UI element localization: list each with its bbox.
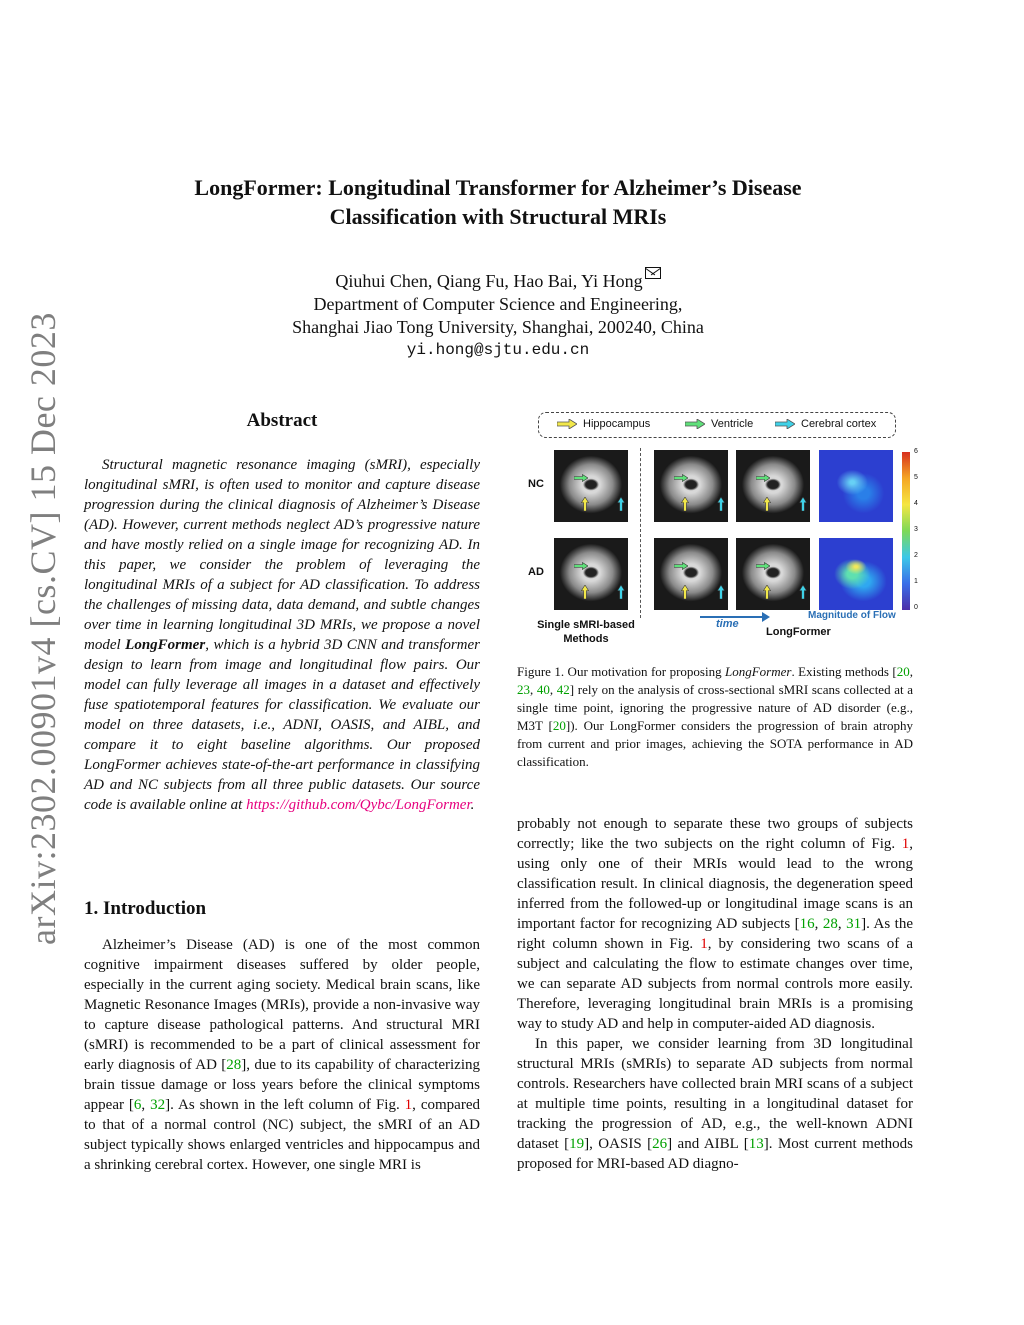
annotation-arrow-icon (763, 585, 771, 599)
row-label-ad: AD (528, 566, 544, 578)
annotation-arrow-icon (581, 585, 589, 599)
title-line-1: LongFormer: Longitudinal Transformer for Alzheimer’s Disease (194, 175, 802, 200)
flow-colorbar (902, 452, 910, 610)
figure-1-caption: Figure 1. Our motivation for proposing LongFormer. Existing methods [20, 23, 40, 42] rely on the analysis of cross-sectional sMRI scans collected at a single time point, ignoring the progressive nature of AD disorder (e.g., M3T [20]). Our LongFormer considers the progression of brain atrophy from current and prior images, achieving the SOTA performance in AD classification. (517, 664, 914, 769)
annotation-arrow-icon (756, 474, 770, 482)
annotation-arrow-icon (674, 474, 688, 482)
citation-link[interactable]: 19 (569, 1136, 585, 1152)
colorbar-tick: 4 (914, 500, 918, 507)
right-column-body: probably not enough to separate these two groups of subjects correctly; like the two subjects on the right column of Fig. 1, using only one of their MRIs would lead to the wrong classification result. In clinical diagnosis, the degeneration speed inferred from the followed-up or longitudinal image scans is an important factor for recognizing AD subjects [16, 28, 31]. As the right column shown in Fig. 1, by considering two scans of a subject and calculating the flow to estimate changes over time, we can separate AD subjects from normal controls more easily. Therefore, leveraging longitudinal brain MRIs is a promising way to study AD and help in computer-aided AD diagnosis. In this paper, we consider learning from 3D longitudinal structural MRIs (sMRIs) to separate AD subjects from normal controls. Researchers have collected brain MRI scans of a subject at multiple time points, resulting in a longitudinal dataset for tracking the progression of AD, e.g., the well-known ADNI dataset [19], OASIS [26] and AIBL [13]. Most current methods proposed for MRI-based AD diagno- (517, 816, 914, 1172)
mail-icon (645, 267, 661, 279)
annotation-arrow-icon (799, 585, 807, 599)
abstract-model-name: LongFormer (125, 637, 206, 653)
title-line-2: Classification with Structural MRIs (329, 204, 667, 229)
time-label: time (716, 618, 739, 630)
affiliation-line-1: Department of Computer Science and Engineering, (313, 294, 683, 314)
author-email[interactable]: yi.hong@sjtu.edu.cn (406, 341, 590, 359)
figure-reference-link[interactable]: 1 (404, 1097, 413, 1113)
citation-link[interactable]: 20 (552, 718, 566, 733)
colorbar-tick: 2 (914, 552, 918, 559)
flow-magnitude-label: Magnitude of Flow (808, 610, 896, 621)
citation-link[interactable]: 23 (517, 682, 530, 697)
brain-scan-ad-prior (654, 538, 728, 610)
colorbar-tick: 6 (914, 448, 918, 455)
legend-cortex: Cerebral cortex (775, 418, 876, 430)
source-code-link[interactable]: https://github.com/Qybc/LongFormer (246, 797, 471, 813)
figure-reference-link[interactable]: 1 (901, 836, 910, 852)
figure-1 (516, 408, 916, 648)
annotation-arrow-icon (717, 585, 725, 599)
column-separator (640, 448, 641, 618)
citation-link[interactable]: 40 (536, 682, 550, 697)
figure-reference-link[interactable]: 1 (700, 936, 708, 952)
brain-scan-nc-current (736, 450, 810, 522)
annotation-arrow-icon (717, 497, 725, 511)
annotation-arrow-icon (574, 474, 588, 482)
legend-ventricle: Ventricle (685, 418, 753, 430)
colorbar-tick: 5 (914, 474, 918, 481)
figure-legend (538, 412, 896, 438)
affiliation-line-2: Shanghai Jiao Tong University, Shanghai, 200240, China (292, 317, 704, 337)
citation-link[interactable]: 26 (652, 1136, 668, 1152)
annotation-arrow-icon (681, 497, 689, 511)
citation-link[interactable]: 28 (226, 1057, 242, 1073)
authors: Qiuhui Chen, Qiang Fu, Hao Bai, Yi Hong (335, 271, 643, 291)
colorbar-tick: 0 (914, 604, 918, 611)
introduction-body: Alzheimer’s Disease (AD) is one of the most common cognitive impairment diseases suffered by older people, especially in the current aging society. Medical brain scans, like Magnetic Resonance Images (MRIs), provide a non-invasive way to capture disease pathological patterns. And structural MRI (sMRI) is recommended to be a part of clinical assessment for early diagnosis of AD [28], due to its capability of characterizing brain tissue damage or loss years before the clinical symptoms appear [6, 32]. As shown in the left column of Fig. 1, compared to that of a normal control (NC) subject, the sMRI of an AD subject typically shows enlarged ventricles and hippocampus and a shrinking cerebral cortex. However, one single MRI is (84, 937, 480, 1173)
citation-link[interactable]: 20 (896, 664, 910, 679)
green-arrow-icon (685, 419, 705, 429)
abstract-heading: Abstract (246, 410, 318, 431)
citation-link[interactable]: 32 (150, 1097, 166, 1113)
citation-link[interactable]: 28 (822, 916, 838, 932)
arxiv-identifier: arXiv:2302.00901v4 [cs.CV] 15 Dec 2023 (23, 312, 63, 945)
flow-map-ad (819, 538, 893, 610)
citation-link[interactable]: 31 (846, 916, 862, 932)
abstract-text-1: Structural magnetic resonance imaging (sMRI), especially longitudinal sMRI, is often used to monitor and capture disease progression during the clinical diagnosis of Alzheimer’s Disease (AD). However, current methods neglect AD’s progressive nature and have mostly relied on a single image for recognizing AD. In this paper, we consider the problem of leveraging the longitudinal MRIs of a subject for AD classification. To address the challenges of missing data, data demand, and subtle changes over time in learning longitudinal 3D MRIs, we propose a novel model (84, 457, 480, 653)
abstract-body: Structural magnetic resonance imaging (sMRI), especially longitudinal sMRI, is often used to monitor and capture disease progression during the clinical diagnosis of Alzheimer’s Disease (AD). However, current methods neglect AD’s progressive nature and have mostly relied on a single image for recognizing AD. In this paper, we consider the problem of leveraging the longitudinal MRIs of a subject for AD classification. To address the challenges of missing data, data demand, and subtle changes over time in learning longitudinal 3D MRIs, we propose a novel model LongFormer, which is a hybrid 3D CNN and transformer design to learn from image and longitudinal flow pairs. Our model can fully leverage all images in a dataset and effectively fuse spatiotemporal features for classification. We evaluate our model on three datasets, i.e., ADNI, OASIS, and AIBL, and compare it to eight baseline algorithms. Our proposed LongFormer achieves state-of-the-art performance in classifying AD and NC subjects from all three public datasets. Our source code is available online at https://github.com/Qybc/LongFormer. (84, 457, 480, 813)
cyan-arrow-icon (775, 419, 795, 429)
annotation-arrow-icon (799, 497, 807, 511)
citation-link[interactable]: 16 (799, 916, 815, 932)
single-sMRI-label: Single sMRI-based Methods (537, 619, 635, 645)
brain-scan-ad-current (736, 538, 810, 610)
annotation-arrow-icon (617, 585, 625, 599)
brain-scan-ad-single (554, 538, 628, 610)
annotation-arrow-icon (574, 562, 588, 570)
annotation-arrow-icon (681, 585, 689, 599)
yellow-arrow-icon (557, 419, 577, 429)
annotation-arrow-icon (674, 562, 688, 570)
paper-title (110, 173, 886, 231)
citation-link[interactable]: 13 (748, 1136, 764, 1152)
legend-hippocampus: Hippocampus (557, 418, 650, 430)
row-label-nc: NC (528, 478, 544, 490)
brain-scan-nc-single (554, 450, 628, 522)
author-block (110, 270, 886, 362)
longformer-label: LongFormer (766, 626, 831, 638)
citation-link[interactable]: 42 (556, 682, 570, 697)
abstract-text-2: , which is a hybrid 3D CNN and transformer design to learn from image and longitudinal flow pairs. Our model can fully leverage all images in a dataset and effectively fuse spatiotemporal features for classification. We evaluate our model on three datasets, i.e., ADNI, OASIS, and AIBL, and compare it to eight baseline algorithms. Our proposed LongFormer achieves state-of-the-art performance in classifying AD and NC subjects from all three public datasets. Our source code is available online at (84, 637, 480, 813)
citation-link[interactable]: 6 (133, 1097, 142, 1113)
annotation-arrow-icon (617, 497, 625, 511)
annotation-arrow-icon (581, 497, 589, 511)
colorbar-tick: 1 (914, 578, 918, 585)
flow-map-nc (819, 450, 893, 522)
colorbar-tick: 3 (914, 526, 918, 533)
introduction-heading: 1. Introduction (84, 898, 207, 919)
brain-scan-nc-prior (654, 450, 728, 522)
annotation-arrow-icon (763, 497, 771, 511)
annotation-arrow-icon (756, 562, 770, 570)
